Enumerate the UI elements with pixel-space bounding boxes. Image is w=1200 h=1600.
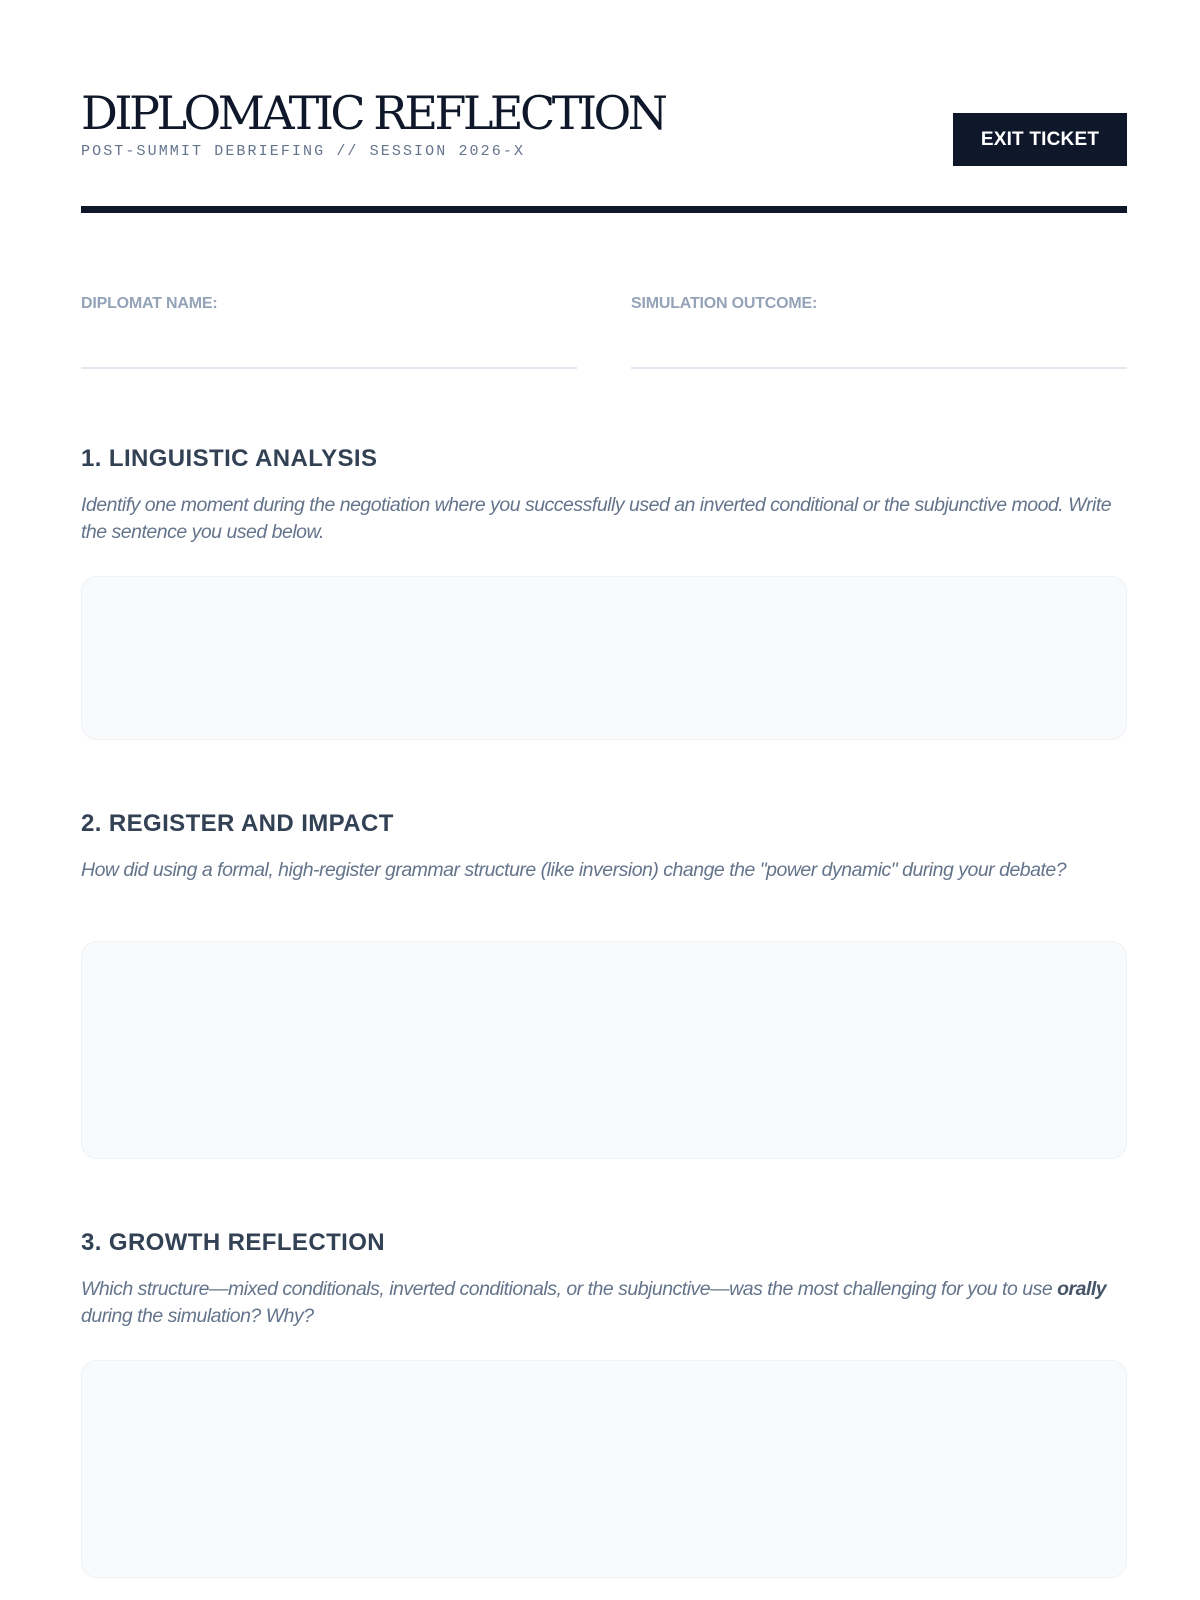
register-impact-answer[interactable] <box>81 941 1127 1159</box>
prompt-emphasis: orally <box>1057 1278 1107 1300</box>
identity-fields <box>81 295 1127 375</box>
exit-ticket-worksheet <box>81 0 1127 1327</box>
simulation-outcome-input[interactable] <box>631 323 1127 369</box>
diplomat-name-input[interactable] <box>81 323 577 369</box>
worksheet-header <box>81 0 1127 214</box>
diplomat-name-label: DIPLOMAT NAME: <box>81 295 218 312</box>
linguistic-analysis-answer[interactable] <box>81 576 1127 740</box>
section-heading: 1. LINGUISTIC ANALYSIS <box>81 445 378 472</box>
simulation-outcome-field <box>631 295 1127 313</box>
exit-ticket-button[interactable]: EXIT TICKET <box>953 113 1127 166</box>
simulation-outcome-label: SIMULATION OUTCOME: <box>631 295 818 312</box>
section-prompt: How did using a formal, high-register grammar structure (like inversion) change the "power dynamic" during your debate? <box>81 859 1067 881</box>
section-linguistic-analysis <box>81 444 1127 546</box>
session-subtitle: POST-SUMMIT DEBRIEFING // SESSION 2026-X <box>81 143 526 160</box>
page-title: DIPLOMATIC REFLECTION <box>81 86 665 140</box>
section-prompt <box>81 1276 1127 1330</box>
prompt-text-before: Which structure—mixed conditionals, inverted conditionals, or the subjunctive—was the most challenging for you to use <box>81 1278 1058 1300</box>
header-divider <box>81 206 1127 213</box>
section-prompt: Identify one moment during the negotiation where you successfully used an inverted conditional or the subjunctive mood. Write the sentence you used below. <box>81 494 1112 543</box>
growth-reflection-answer[interactable] <box>81 1360 1127 1578</box>
diplomat-name-field <box>81 295 577 313</box>
prompt-text-after: during the simulation? Why? <box>81 1305 314 1327</box>
section-register-and-impact <box>81 809 1127 884</box>
section-heading: 3. GROWTH REFLECTION <box>81 1229 385 1256</box>
section-growth-reflection <box>81 1228 1127 1330</box>
section-heading: 2. REGISTER AND IMPACT <box>81 810 394 837</box>
